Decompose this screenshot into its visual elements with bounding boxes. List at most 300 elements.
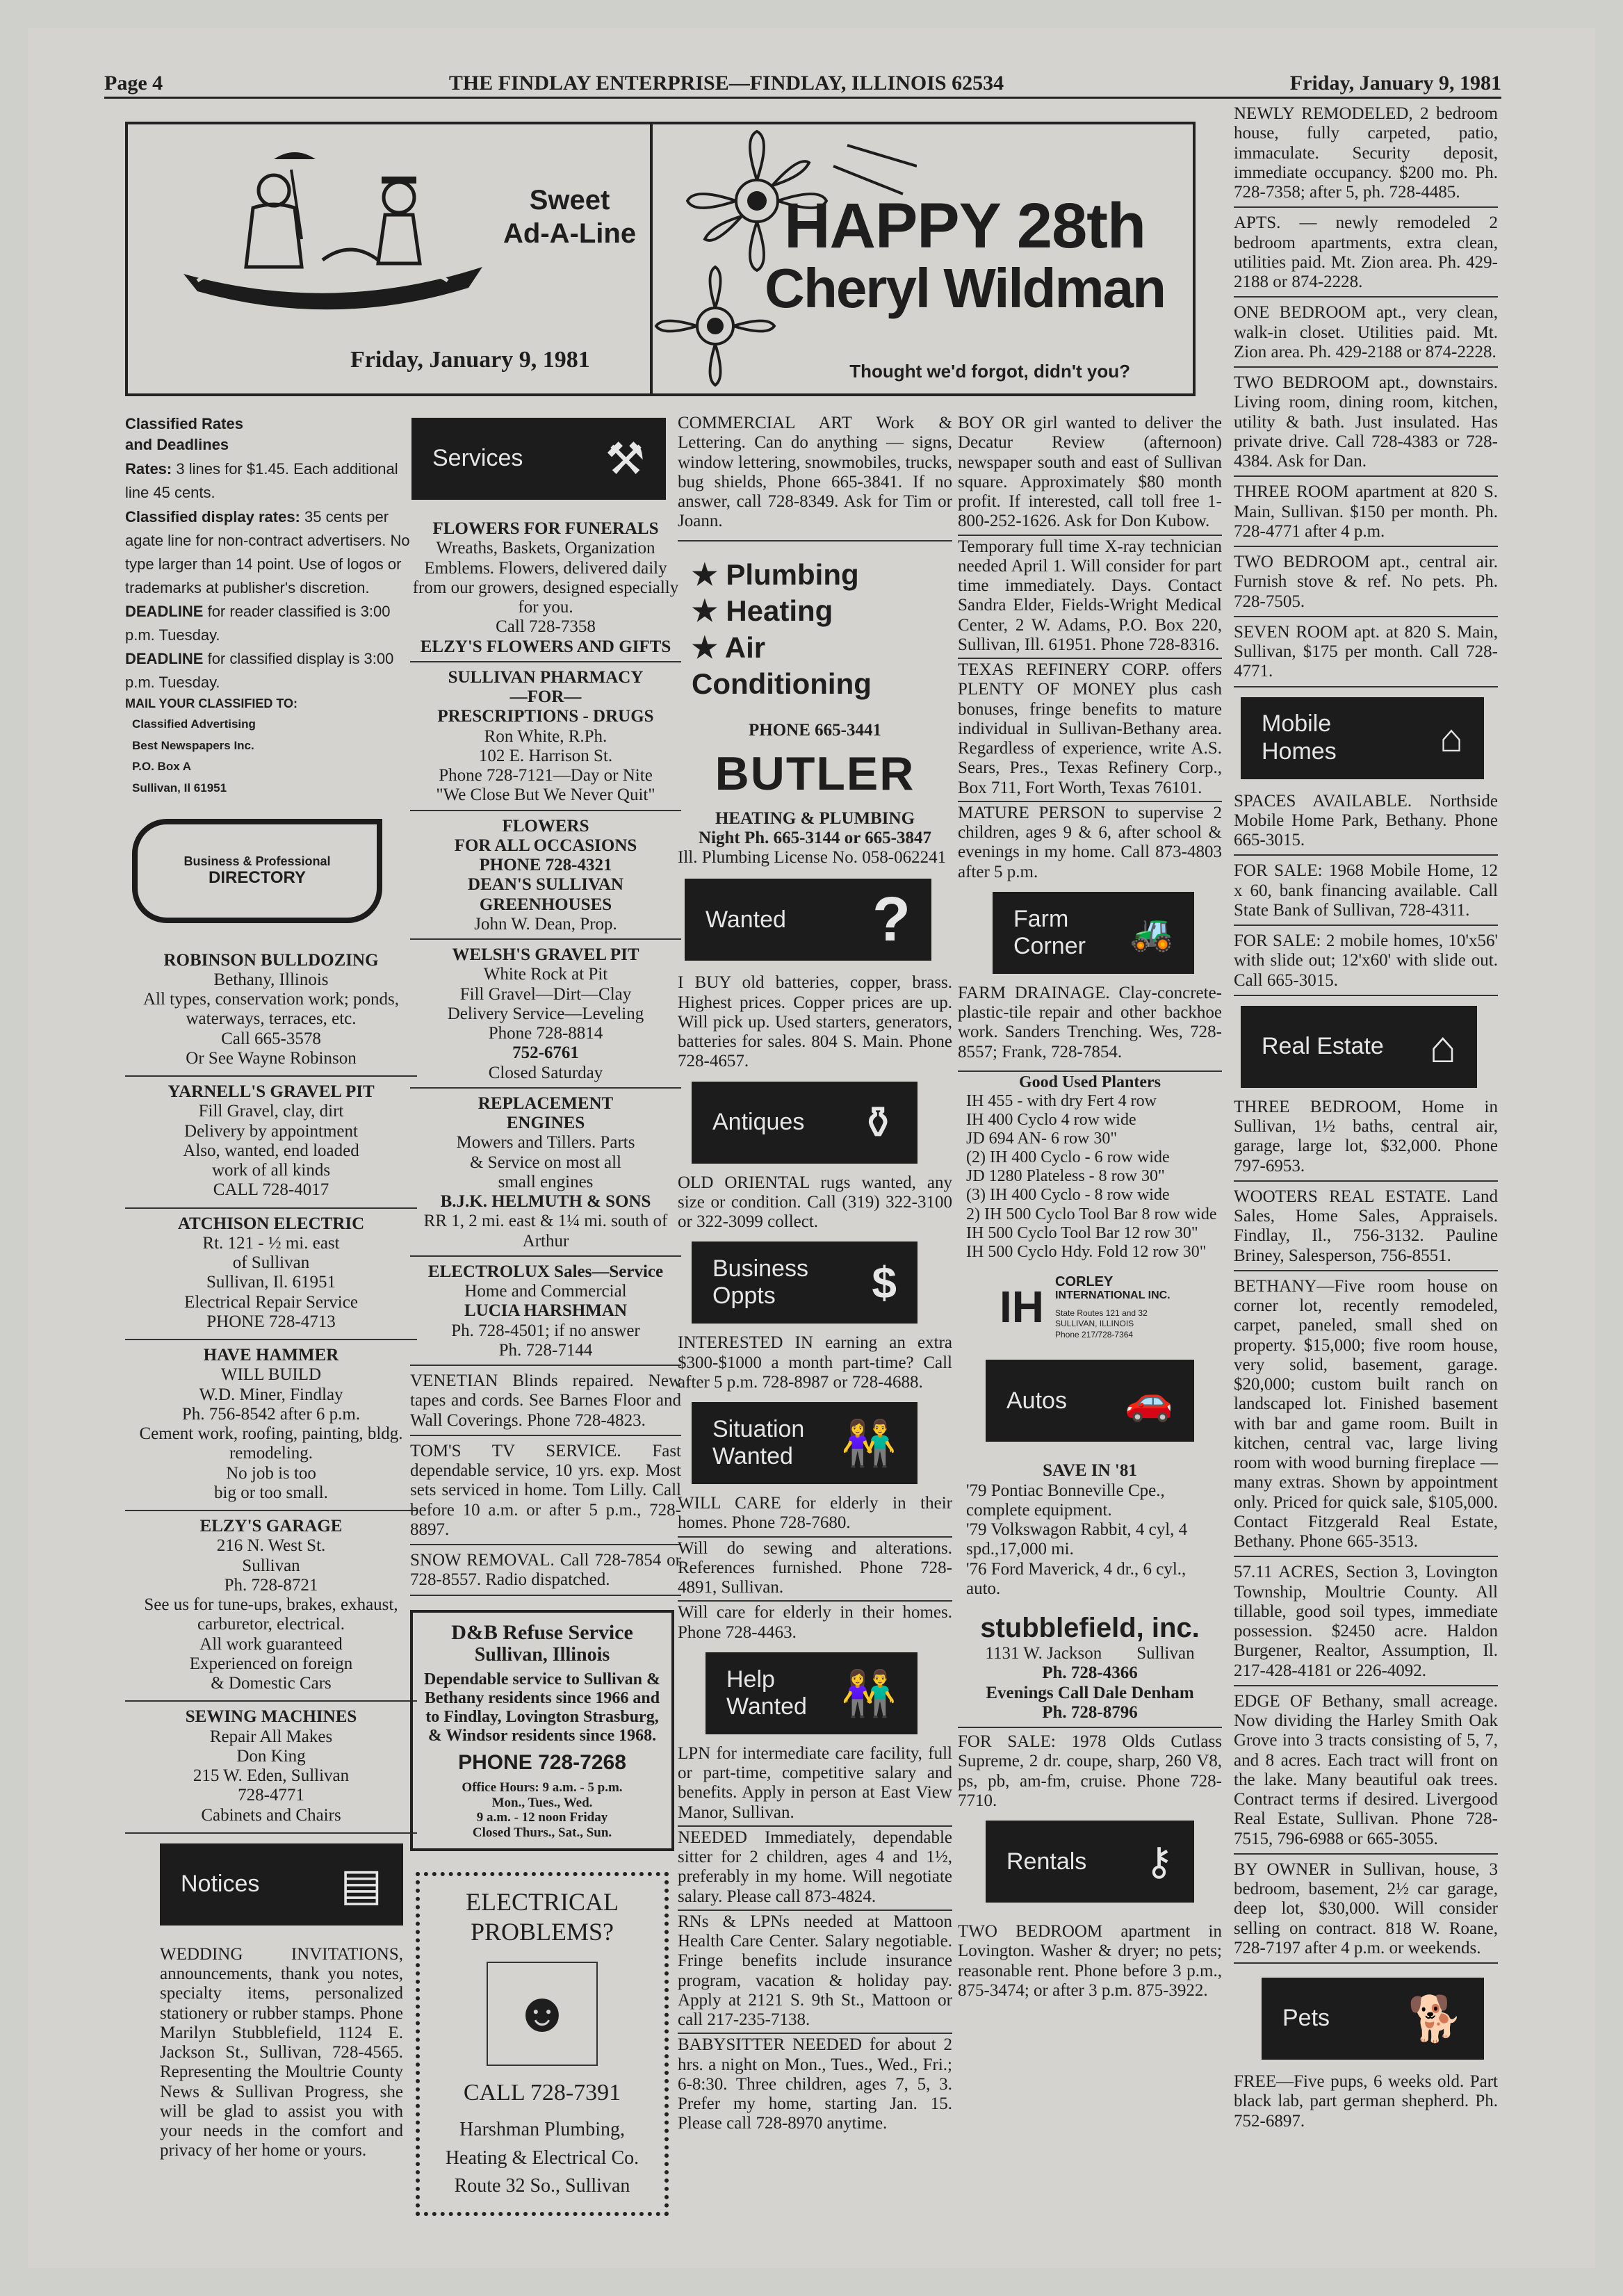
plumbing-heating-ad	[678, 557, 952, 703]
corley-phone: Phone 217/728-7364	[1055, 1329, 1134, 1340]
rate-label: DEADLINE	[125, 650, 204, 668]
ad-line: Delivery by appointment	[184, 1121, 358, 1141]
star-icon: ★	[692, 594, 718, 627]
refuse-hours: Closed Thurs., Sat., Sun.	[472, 1825, 612, 1840]
mail-line: Sullivan, Il 61951	[132, 781, 227, 795]
birthday-name: Cheryl Wildman	[765, 257, 1165, 319]
planter-item: IH 500 Cyclo Hdy. Fold 12 row 30"	[966, 1242, 1207, 1261]
car-item: '76 Ford Maverick, 4 dr., 6 cyl., auto.	[966, 1559, 1186, 1598]
column-3	[678, 414, 952, 2142]
ad-line: Ph. 756-8542 after 6 p.m.	[181, 1404, 361, 1424]
ad-line: See us for tune-ups, brakes, exhaust, carburetor, electrical.	[144, 1595, 398, 1634]
mail-label: MAIL YOUR CLASSIFIED TO:	[125, 697, 298, 711]
car-item: '79 Pontiac Bonneville Cpe., complete equipment.	[966, 1481, 1165, 1520]
divider	[410, 1365, 681, 1366]
ad-line: PHONE 728-4713	[206, 1312, 336, 1331]
help-wanted-header	[706, 1652, 917, 1734]
refuse-service-ad	[410, 1610, 674, 1852]
electrical-address: Route 32 So., Sullivan	[454, 2175, 630, 2197]
directory-ads	[125, 951, 417, 1834]
real-estate-label: Real Estate	[1262, 1033, 1384, 1060]
plumbing-line	[692, 557, 952, 594]
planter-item: IH 500 Cyclo Tool Bar 12 row 30"	[966, 1223, 1198, 1242]
butler-night: Night Ph. 665-3144 or 665-3847	[699, 828, 931, 847]
ad-line: GREENHOUSES	[479, 895, 612, 914]
mobile-word: Mobile	[1262, 710, 1332, 738]
ad-line: Call 665-3578	[221, 1029, 321, 1048]
corner-word: Corner	[1013, 932, 1086, 959]
ad-line: Fill Gravel—Dirt—Clay	[459, 984, 632, 1004]
ad-line: Electrical Repair Service	[184, 1292, 358, 1312]
hammer-wrench-icon: ⚒	[605, 434, 645, 484]
help-ad: RNs & LPNs needed at Mattoon Health Care Center. Salary negotiable. Fringe benefits include insurance program, vacation & holiday pay. Apply at 2121 S. 9th St., Mattoon or call 217-235-7138.	[678, 1912, 952, 2030]
notice-board-icon: ▤	[340, 1859, 382, 1910]
rental-listing: THREE ROOM apartment at 820 S. Main, Sullivan. $150 per month. Ph. 728-4771 after 4 p.m.	[1234, 482, 1498, 541]
help-ad: LPN for intermediate care facility, full or part-time, competitive salary and benefits. Apply in person at East View Manor, Sullivan.	[678, 1743, 952, 1822]
column-1	[125, 414, 417, 2161]
planter-item: IH 400 Cyclo 4 row wide	[966, 1110, 1136, 1129]
ad-line: big or too small.	[214, 1483, 328, 1502]
divider	[678, 1536, 952, 1538]
ad-title: SULLIVAN PHARMACY	[448, 667, 644, 687]
pets-label: Pets	[1282, 2005, 1330, 2032]
services-label: Services	[432, 445, 523, 472]
rates-details	[125, 457, 417, 714]
ad-line: Ph. 728-8721	[224, 1575, 318, 1595]
ad-line: John W. Dean, Prop.	[474, 914, 617, 934]
rates-title-line2: and Deadlines	[125, 435, 229, 453]
ad-line: DEAN'S SULLIVAN	[468, 875, 623, 895]
ad-title: REPLACEMENT	[478, 1093, 614, 1113]
ad-line: Ph. 728-4501; if no answer	[451, 1321, 640, 1340]
ad-title: HAVE HAMMER	[203, 1346, 339, 1365]
rate-line	[125, 647, 417, 694]
column-5	[1234, 104, 1498, 2140]
save-headline: SAVE IN '81	[1043, 1461, 1137, 1481]
autos-label: Autos	[1006, 1387, 1067, 1414]
business-label	[712, 1255, 808, 1310]
ad-title: FLOWERS	[502, 816, 589, 836]
house-icon: ⌂	[1429, 1021, 1456, 1072]
ad-line: ELZY'S FLOWERS AND GIFTS	[420, 637, 671, 656]
plumbing-label: Plumbing	[726, 557, 859, 591]
rate-label: Classified display rates:	[125, 507, 300, 526]
mobile-label	[1262, 710, 1337, 765]
planter-item: JD 694 AN- 6 row 30"	[966, 1130, 1118, 1148]
rental-listing: APTS. — newly remodeled 2 bedroom apartments, extra clean, utilities paid. Mt. Zion area. Ph. 429-2188 or 874-2228.	[1234, 213, 1498, 291]
ad-line: Experienced on foreign	[189, 1654, 353, 1673]
oppts-word: Oppts	[712, 1283, 776, 1310]
farm-drainage-ad: FARM DRAINAGE. Clay-concrete-plastic-tile repair and other backhoe work. Sanders Trenching. Wes, 728-8557; Frank, 728-7854.	[958, 983, 1222, 1061]
planter-item: 2) IH 500 Cyclo Tool Bar 8 row wide	[966, 1205, 1217, 1223]
notices-label: Notices	[181, 1871, 260, 1898]
birthday-tagline: Thought we'd forgot, didn't you?	[849, 361, 1130, 382]
situation-ad: WILL CARE for elderly in their homes. Phone 728-7680.	[678, 1494, 952, 1533]
rate-text: 3 lines for $1.45. Each additional line 45 cents.	[125, 460, 398, 502]
divider	[125, 1339, 417, 1340]
farm-word: Farm	[1013, 905, 1069, 932]
rate-label: DEADLINE	[125, 602, 204, 620]
rental-ad: TWO BEDROOM apartment in Lovington. Washer & dryer; no pets; reasonable rent. Phone before 3 p.m., 875-3474; or after 3 p.m. 875-3922.	[958, 1922, 1222, 2000]
ad-line: Or See Wayne Robinson	[186, 1048, 357, 1068]
ad-line: No job is too	[226, 1463, 316, 1483]
ad-line: ENGINES	[506, 1114, 585, 1132]
ad-line: W.D. Miner, Findlay	[199, 1385, 343, 1404]
banner-left-panel	[128, 124, 653, 393]
divider	[125, 1207, 417, 1209]
refuse-hours: Office Hours: 9 a.m. - 5 p.m.	[462, 1780, 623, 1796]
situation-label	[712, 1416, 804, 1470]
ad-title: ATCHISON ELECTRIC	[177, 1214, 365, 1233]
mobile-homes-header	[1241, 697, 1484, 779]
mobile-home-listings	[1234, 792, 1498, 996]
wanted-ad: I BUY old batteries, copper, brass. Highest prices. Copper prices are up. Will pick up. Used starters, generators, batteries for sales. 804 S. Main. Phone 728-4657.	[678, 973, 952, 1071]
directory-ad	[125, 1707, 417, 1825]
divider	[410, 1255, 681, 1257]
divider	[410, 810, 681, 811]
real-estate-listing: EDGE OF Bethany, small acreage. Now dividing the Harley Smith Oak Grove into 3 tracts consisting of 5, 7, and 8 acres. Each tract will front on the lake. Many beautiful oak trees. Contract terms if desired. Livergood Real Estate, Sullivan. Phone 728-7515, 796-6988 or 665-3055.	[1234, 1691, 1498, 1848]
ad-line: Closed Saturday	[488, 1063, 603, 1082]
situation-wanted-header	[692, 1402, 917, 1484]
antiques-header	[692, 1082, 917, 1164]
sweet-ad-a-line-title	[503, 184, 636, 250]
divider	[410, 938, 681, 940]
electrical-company: Heating & Electrical Co.	[445, 2147, 639, 2169]
stubblefield-name: stubblefield, inc.	[980, 1613, 1200, 1644]
divider	[125, 1075, 417, 1077]
rentals-label: Rentals	[1006, 1848, 1087, 1875]
refuse-location: Sullivan, Illinois	[474, 1644, 610, 1666]
ad-line: 728-4771	[238, 1786, 304, 1805]
ad-line: 752-6761	[512, 1043, 579, 1063]
refuse-title: D&B Refuse Service	[451, 1620, 633, 1644]
real-estate-listing: BETHANY—Five room house on corner lot, recently remodeled, carpet, paneled, small shed on property. $15,000; five room house, very solid, basement, garage. $20,000; custom built ranch on landscaped lot. Finished basement with bar and game room. Built in kitchen, central vac, large living room with wood burning fireplace — many extras. Shown by appointment only. Priced for quick sale, $105,000. Contact Fitzgerald Real Estate, Bethany. Phone 665-3513.	[1234, 1276, 1498, 1551]
wanted-header	[685, 879, 931, 961]
corley-name2: INTERNATIONAL INC.	[1055, 1289, 1171, 1302]
rental-listing: NEWLY REMODELED, 2 bedroom house, fully carpeted, patio, immaculate. Security deposit, immediate occupancy. $200 mo. Ph. 728-7358; after 5, ph. 728-4485.	[1234, 104, 1498, 202]
mobile-home-listing: FOR SALE: 2 mobile homes, 10'x56' with slide out; 12'x60' with slide out. Call 665-3015.	[1234, 931, 1498, 990]
service-ad	[410, 817, 681, 935]
ad-line: WILL BUILD	[220, 1365, 322, 1385]
ad-line: Fill Gravel, clay, dirt	[198, 1102, 344, 1121]
rental-listing: ONE BEDROOM apt., very clean, walk-in closet. Utilities paid. Mt. Zion area. Ph. 429-2188 or 874-2228.	[1234, 303, 1498, 361]
air-line	[692, 630, 952, 703]
ad-line: PRESCRIPTIONS - DRUGS	[437, 707, 654, 726]
ad-line: Mowers and Tillers. Parts	[456, 1133, 635, 1153]
ad-title: ELECTROLUX Sales—Service	[427, 1262, 664, 1281]
divider	[958, 801, 1222, 802]
electrical-problems-ad	[416, 1872, 669, 2216]
ad-line: —FOR—	[509, 687, 582, 706]
rate-line	[125, 505, 417, 600]
divider	[678, 1910, 952, 1911]
car-item: '79 Volkswagon Rabbit, 4 cyl, 4 spd.,17,000 mi.	[966, 1520, 1188, 1559]
real-estate-listing: THREE BEDROOM, Home in Sullivan, 1½ baths, central air, garage, large lot, $32,000. Phone 797-6953.	[1234, 1097, 1498, 1175]
antiques-label: Antiques	[712, 1109, 805, 1136]
pets-ad: FREE—Five pups, 6 weeks old. Part black lab, part german shepherd. Ph. 752-6897.	[1234, 2072, 1498, 2131]
directory-ad	[125, 1346, 417, 1503]
wanted-word: Wanted	[726, 1693, 807, 1720]
ad-line: Sullivan	[242, 1556, 300, 1575]
butler-license: Ill. Plumbing License No. 058-062241	[678, 848, 947, 868]
divider	[1234, 1962, 1498, 1964]
newspaper-carrier-ad: BOY OR girl wanted to deliver the Decatur Review (afternoon) newspaper south and east of Sullivan square. Approximately $80 month profit. If interested, call toll free 1-800-252-1626. Ask for Don Kubow.	[958, 414, 1222, 531]
rate-text: 35 cents per agate line for non-contract advertisers. No type larger than 14 point. Use of logos or trademarks at publisher's discretion.	[125, 507, 410, 596]
corley-ad	[1000, 1274, 1222, 1340]
planters-title: Good Used Planters	[1019, 1073, 1161, 1091]
refuse-description: Dependable service to Sullivan & Bethany residents since 1966 and to Findlay, Lovington Strasburg, & Windsor residents since 1968.	[424, 1670, 660, 1745]
ad-line: LUCIA HARSHMAN	[464, 1301, 628, 1321]
divider	[1234, 1270, 1498, 1271]
rental-listing: SEVEN ROOM apt. at 820 S. Main, Sullivan, $175 per month. Call 728-4771.	[1234, 622, 1498, 681]
business-oppts-header	[692, 1241, 917, 1324]
butler-phone: PHONE 665-3441	[749, 720, 881, 740]
help-ad: BABYSITTER NEEDED for about 2 hrs. a night on Mon., Tues., Wed., Fri.; 6-8:30. Three children, ages 7, 5, 3. Prefer my home, starting Jan. 15. Please call 728-8970 anytime.	[678, 2035, 952, 2133]
divider	[1234, 1556, 1498, 1557]
services-header	[411, 418, 666, 500]
rental-listings	[1234, 104, 1498, 687]
real-estate-listing: WOOTERS REAL ESTATE. Land Sales, Home Sales, Appraisels. Findlay, Il., 756-3132. Pauline Briney, Salesperson, 756-8551.	[1234, 1187, 1498, 1265]
real-estate-header	[1241, 1006, 1477, 1088]
ad-line: Cement work, roofing, painting, bldg. remodeling.	[139, 1424, 403, 1463]
service-ad	[410, 519, 681, 657]
divider	[958, 658, 1222, 659]
rate-line	[125, 457, 417, 505]
rates-title-line1: Classified Rates	[125, 415, 243, 432]
mail-address	[125, 714, 417, 799]
wanted-label: Wanted	[706, 906, 786, 933]
real-estate-listing: 57.11 ACRES, Section 3, Lovington Township, Moultrie County. All tillable, good soil types, immediate possession. $2450 acre. Haldon Burgener, Realtor, Assumption, Il. 217-428-4181 or 226-4092.	[1234, 1563, 1498, 1680]
ad-line: Call 728-7358	[496, 617, 596, 637]
column-4	[958, 414, 1222, 2009]
divider	[125, 1832, 417, 1834]
farm-label	[1013, 906, 1086, 960]
real-estate-listings	[1234, 1098, 1498, 1964]
divider	[1234, 296, 1498, 298]
ad-line: small engines	[498, 1172, 594, 1191]
ad-title: ROBINSON BULLDOZING	[163, 950, 379, 970]
dollar-icon: $	[872, 1257, 897, 1308]
divider	[958, 535, 1222, 536]
banner-date: Friday, January 9, 1981	[350, 347, 590, 373]
corley-address: SULLIVAN, ILLINOIS	[1055, 1319, 1134, 1329]
divider	[1234, 925, 1498, 926]
planters-list	[958, 1092, 1222, 1262]
ad-line: FOR ALL OCCASIONS	[454, 836, 637, 855]
divider	[958, 1070, 1222, 1072]
people-icon: 👫	[841, 1418, 897, 1469]
divider	[1234, 1685, 1498, 1686]
ad-line: CALL 728-4017	[213, 1180, 329, 1200]
butler-subtitle: HEATING & PLUMBING	[715, 808, 915, 828]
business-word: Business	[712, 1255, 808, 1283]
real-estate-listing: BY OWNER in Sullivan, house, 3 bedroom, basement, 2½ car garage, deep lot, $30,000. Will consider selling on contract. 818 W. Roane, 728-7197 after 4 p.m. or weekends.	[1234, 1859, 1498, 1957]
ad-line: Rt. 121 - ½ mi. east	[202, 1233, 340, 1253]
rental-listing: TWO BEDROOM apt., downstairs. Living room, dining room, kitchen, utility & bath. Just insulated. Has private drive. Call 728-4383 or 728-4384. Ask for Dan.	[1234, 373, 1498, 471]
stubblefield-address: 1131 W. Jackson Sullivan	[985, 1644, 1195, 1663]
divider	[678, 2033, 952, 2034]
situation-ad: Will do sewing and alterations. References furnished. Phone 728-4891, Sullivan.	[678, 1538, 952, 1597]
mobile-home-listing: FOR SALE: 1968 Mobile Home, 12 x 60, bank financing available. Call State Bank of Sullivan, 728-4311.	[1234, 861, 1498, 920]
ad-title: YARNELL'S GRAVEL PIT	[168, 1082, 375, 1102]
directory-line2: DIRECTORY	[208, 868, 306, 888]
service-ad	[410, 1262, 681, 1360]
wedding-notice: WEDDING INVITATIONS, announcements, thank you notes, specialty items, personalized stationery or rubber stamps. Phone Marilyn Stubblefield, 1124 E. Jackson St., Sullivan, 728-4565. Representing the Moultrie County News & Sullivan Progress, she will be glad to assist you with your needs in the comfort and privacy of her home or yours.	[160, 1944, 403, 2160]
mobile-home-listing: SPACES AVAILABLE. Northside Mobile Home Park, Bethany. Phone 665-3015.	[1234, 791, 1498, 849]
directory-ad	[125, 951, 417, 1069]
masthead	[104, 70, 1501, 99]
divider	[1234, 995, 1498, 996]
divider	[410, 1435, 681, 1436]
ad-line: B.J.K. HELMUTH & SONS	[440, 1192, 651, 1211]
service-text-ad: SNOW REMOVAL. Call 728-7854 or 728-8557. Radio dispatched.	[410, 1551, 681, 1590]
ad-line: & Domestic Cars	[211, 1674, 332, 1693]
rate-line	[125, 600, 417, 647]
ad-line: Delivery Service—Leveling	[447, 1004, 644, 1023]
ad-title: ELZY'S GARAGE	[199, 1517, 343, 1536]
cars-list	[958, 1481, 1222, 1599]
people-icon: 👫	[841, 1668, 897, 1718]
business-ad: INTERESTED IN earning an extra $300-$1000 a month part-time? Call after 5 p.m. 728-8987 or 728-4688.	[678, 1333, 952, 1392]
services-ads	[403, 519, 681, 1366]
canoe-illustration	[170, 142, 496, 323]
divider	[1234, 1180, 1498, 1182]
directory-header	[132, 819, 382, 923]
adaline-word: Ad-A-Line	[503, 218, 637, 249]
xray-ad: Temporary full time X-ray technician needed April 1. Will consider for part time immediately. Days. Contact Sandra Elder, Fields-Wright Medical Center, 2 W. Adams, P.O. Box 220, Sullivan, Ill. 61951. Phone 728-8316.	[958, 537, 1222, 654]
ad-line: PHONE 728-4321	[479, 856, 612, 874]
ad-line: Repair All Makes	[209, 1727, 333, 1746]
divider	[678, 1825, 952, 1827]
olds-cutlass-ad: FOR SALE: 1978 Olds Cutlass Supreme, 2 dr. coupe, sharp, 260 V8, ps, pb, am-fm, cruise. Phone 728-7710.	[958, 1732, 1222, 1810]
ad-line: Wreaths, Baskets, Organization Emblems. Flowers, delivered daily from our growers, designed especially for you.	[412, 539, 679, 617]
antiques-ad: OLD ORIENTAL rugs wanted, any size or condition. Call (319) 322-3100 or 322-3099 collect.	[678, 1173, 952, 1232]
ad-line: Cabinets and Chairs	[201, 1805, 341, 1825]
air-label: Air Conditioning	[692, 630, 872, 700]
sweet-word: Sweet	[529, 185, 610, 215]
divider	[1234, 366, 1498, 368]
tractor-icon: 🚜	[1129, 913, 1173, 952]
divider	[1234, 206, 1498, 208]
ad-line: of Sullivan	[232, 1253, 310, 1273]
ad-title: SEWING MACHINES	[185, 1707, 357, 1727]
key-icon: ⚷	[1144, 1839, 1173, 1884]
corley-address: State Routes 121 and 32	[1055, 1308, 1148, 1318]
divider	[410, 1087, 681, 1089]
butler-name: BUTLER	[715, 747, 915, 800]
ad-line: & Service on most all	[469, 1153, 622, 1172]
divider	[410, 1595, 681, 1596]
ad-title: WELSH'S GRAVEL PIT	[452, 945, 639, 964]
paper-title: THE FINDLAY ENTERPRISE—FINDLAY, ILLINOIS 62534	[448, 71, 1004, 95]
divider	[125, 1700, 417, 1702]
mail-line: Classified Advertising	[132, 717, 256, 731]
ad-line: Ph. 728-7144	[498, 1340, 593, 1360]
help-ad: NEEDED Immediately, dependable sitter for 2 children, ages 4 and 1½, preferably in my home. Will negotiate salary. Please call 873-4824.	[678, 1827, 952, 1906]
stubblefield-evening-phone: Ph. 728-8796	[1042, 1702, 1138, 1722]
divider	[678, 540, 952, 542]
car-icon: 🚗	[1125, 1378, 1173, 1423]
rentals-header	[986, 1821, 1194, 1903]
stubblefield-evenings: Evenings Call Dale Denham	[986, 1683, 1194, 1702]
refuse-hours: Mon., Tues., Wed.	[491, 1795, 593, 1810]
planter-item: IH 455 - with dry Fert 4 row	[966, 1091, 1157, 1110]
rate-text: for classified display is 3:00 p.m. Tuesday.	[125, 650, 394, 692]
star-icon: ★	[692, 630, 718, 664]
divider	[958, 1727, 1222, 1728]
electrician-portrait-icon: ☻	[487, 1962, 598, 2066]
ad-line: Sullivan, Il. 61951	[206, 1273, 336, 1292]
ad-line: White Rock at Pit	[483, 965, 608, 984]
happy-birthday-headline	[765, 190, 1165, 319]
service-ad	[410, 945, 681, 1083]
happy-28th: HAPPY 28th	[784, 190, 1146, 261]
commercial-art-ad: COMMERCIAL ART Work & Lettering. Can do anything — signs, window lettering, snowmobiles, trucks, bug shields, Phone 665-3841. If no answer, call 728-8349. Ask for Tim or Joann.	[678, 414, 952, 531]
divider	[410, 1544, 681, 1545]
service-text-ad: TOM'S TV SERVICE. Fast dependable service, 10 yrs. exp. Most sets serviced in home. Tom Lilly. Call before 10 a.m. or after 5 p.m., 728-8897.	[410, 1441, 681, 1539]
wanted-word: Wanted	[712, 1443, 793, 1470]
ad-line: Bethany, Illinois	[213, 970, 329, 989]
ad-line: Also, wanted, end loaded	[183, 1141, 359, 1160]
help-word: Help	[726, 1666, 775, 1693]
star-icon: ★	[692, 557, 718, 591]
question-mark-icon: ?	[872, 885, 911, 955]
autos-header	[986, 1360, 1194, 1442]
ad-title: FLOWERS FOR FUNERALS	[432, 519, 659, 538]
electrical-title: ELECTRICAL	[466, 1888, 619, 1916]
texas-refinery-ad: TEXAS REFINERY CORP. offers PLENTY OF MONEY plus cash bonuses, fringe benefits to mature individual in Sullivan-Bethany area. Regardless of experience, write A.S. Sears, Pres., Texas Refinery Corp., Box 711, Fort Worth, Texas 76101.	[958, 660, 1222, 797]
services-text-ads	[403, 1371, 681, 1596]
directory-ad	[125, 1517, 417, 1693]
ad-line: RR 1, 2 mi. east & 1¼ mi. south of Arthur	[423, 1212, 668, 1251]
divider	[1234, 475, 1498, 477]
refuse-hours: 9 a.m. - 12 noon Friday	[476, 1810, 608, 1825]
help-label	[726, 1666, 807, 1720]
ad-line: All types, conservation work; ponds, waterways, terraces, etc.	[142, 990, 399, 1029]
rental-listing: TWO BEDROOM apt., central air. Furnish stove & ref. No pets. Ph. 728-7505.	[1234, 553, 1498, 611]
ad-line: Phone 728-7121—Day or Nite	[439, 766, 653, 785]
ad-line: 102 E. Harrison St.	[478, 746, 613, 765]
ad-line: 215 W. Eden, Sullivan	[193, 1766, 350, 1786]
service-text-ad: VENETIAN Blinds repaired. New tapes and cords. See Barnes Floor and Wall Coverings. Phone 728-4823.	[410, 1371, 681, 1430]
column-2	[403, 414, 681, 2223]
directory-ad	[125, 1214, 417, 1333]
divider	[678, 1600, 952, 1602]
notices-header	[160, 1843, 403, 1925]
ad-line: Ron White, R.Ph.	[484, 726, 607, 746]
heating-line	[692, 593, 952, 630]
directory-line1: Business & Professional	[183, 854, 331, 868]
ad-line: work of all kinds	[211, 1161, 331, 1180]
divider	[1234, 616, 1498, 617]
corley-text	[1055, 1274, 1171, 1340]
divider	[125, 1510, 417, 1511]
rates-title	[125, 414, 417, 455]
corley-name: CORLEY	[1055, 1273, 1114, 1289]
divider	[1234, 546, 1498, 547]
dog-icon: 🐕	[1408, 1994, 1463, 2044]
rate-text: for reader classified is 3:00 p.m. Tuesday.	[125, 602, 391, 644]
divider	[1234, 1853, 1498, 1855]
birthday-panel	[653, 124, 1193, 393]
mobile-home-icon: ⌂	[1440, 715, 1463, 760]
planter-item: JD 1280 Plateless - 8 row 30"	[966, 1167, 1165, 1186]
pets-header	[1262, 1978, 1484, 2060]
heating-label: Heating	[726, 594, 833, 627]
mature-person-ad: MATURE PERSON to supervise 2 children, ages 9 & 6, after school & evenings in my home. Call 873-4803 after 5 p.m.	[958, 803, 1222, 881]
electrical-phone: CALL 728-7391	[463, 2079, 621, 2106]
electrical-title2: PROBLEMS?	[470, 1918, 614, 1946]
